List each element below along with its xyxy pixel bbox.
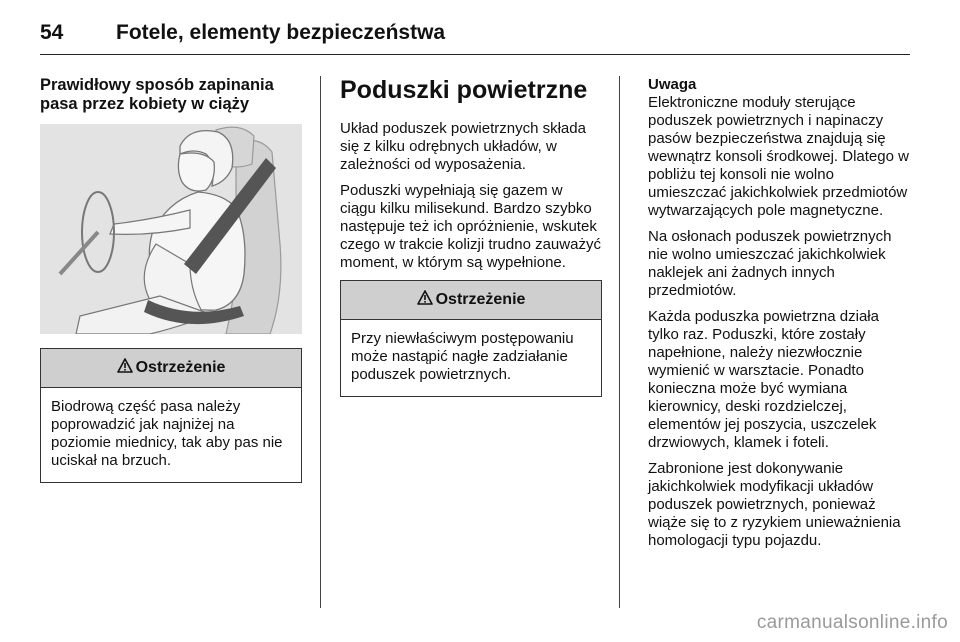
column-middle bbox=[340, 76, 602, 397]
warning-box bbox=[40, 348, 302, 483]
paragraph: Układ poduszek powietrznych składa się z kilku odrębnych układów, w zależności od wyposażenia. bbox=[340, 120, 586, 173]
chapter-title: Fotele, elementy bezpieczeństwa bbox=[116, 21, 446, 44]
note-title: Uwaga bbox=[648, 76, 697, 93]
column-divider bbox=[320, 76, 321, 608]
column-right bbox=[648, 76, 910, 558]
warning-text: Biodrową część pasa należy poprowadzić jak najniżej na poziomie miednicy, tak aby pas nie uciskał na brzuch. bbox=[51, 398, 283, 469]
page-header bbox=[40, 18, 910, 55]
pregnant-woman-seatbelt-illustration bbox=[40, 124, 302, 334]
watermark: carmanualsonline.info bbox=[756, 612, 948, 633]
warning-box bbox=[340, 280, 602, 397]
paragraph: Poduszki wypełniają się gazem w ciągu kilku milisekund. Bardzo szybko następuje też ich opróżnienie, wskutek czego w trakcie kolizji trudno zauważyć moment, w którym są wypełnione. bbox=[340, 182, 601, 271]
warning-title: Ostrzeżenie bbox=[435, 291, 526, 308]
section-heading-airbags: Poduszki powietrzne bbox=[340, 76, 588, 104]
column-left bbox=[40, 76, 302, 483]
warning-header bbox=[41, 349, 301, 388]
warning-text: Przy niewłaściwym postępowaniu może nastąpić nagłe zadziałanie poduszek powietrznych. bbox=[351, 330, 574, 383]
column-divider bbox=[619, 76, 620, 608]
page-number: 54 bbox=[40, 21, 64, 44]
paragraph: Zabronione jest dokonywanie jakichkolwiek modyfikacji układów poduszek powietrznych, ponieważ wiąże się to z ryzykiem unieważnienia homologacji typu pojazdu. bbox=[648, 460, 901, 549]
warning-title: Ostrzeżenie bbox=[135, 359, 226, 376]
paragraph: Elektroniczne moduły sterujące poduszek powietrznych i napinaczy pasów bezpieczeństwa znajdują się wewnątrz konsoli środkowej. Dlatego w pobliżu tej konsoli nie wolno umieszczać jakichkolwiek przedmiotów wytwarzających pole magnetyczne. bbox=[648, 94, 909, 219]
paragraph: Każda poduszka powietrzna działa tylko raz. Poduszki, które zostały napełnione, należy niezwłocznie wymienić w warsztacie. Ponadto konieczna może być wymiana kierownicy, deski rozdzielczej, elementów jej poszycia, uszczelek drzwiowych, klamek i foteli. bbox=[648, 308, 879, 451]
warning-triangle-icon bbox=[117, 358, 133, 378]
warning-triangle-icon bbox=[417, 290, 433, 310]
section-heading-pregnancy: Prawidłowy sposób zapinania pasa przez kobiety w ciąży bbox=[40, 76, 274, 113]
illustration-svg bbox=[40, 124, 302, 334]
warning-header bbox=[341, 281, 601, 320]
paragraph: Na osłonach poduszek powietrznych nie wolno umieszczać jakichkolwiek naklejek ani żadnych innych przedmiotów. bbox=[648, 228, 892, 299]
